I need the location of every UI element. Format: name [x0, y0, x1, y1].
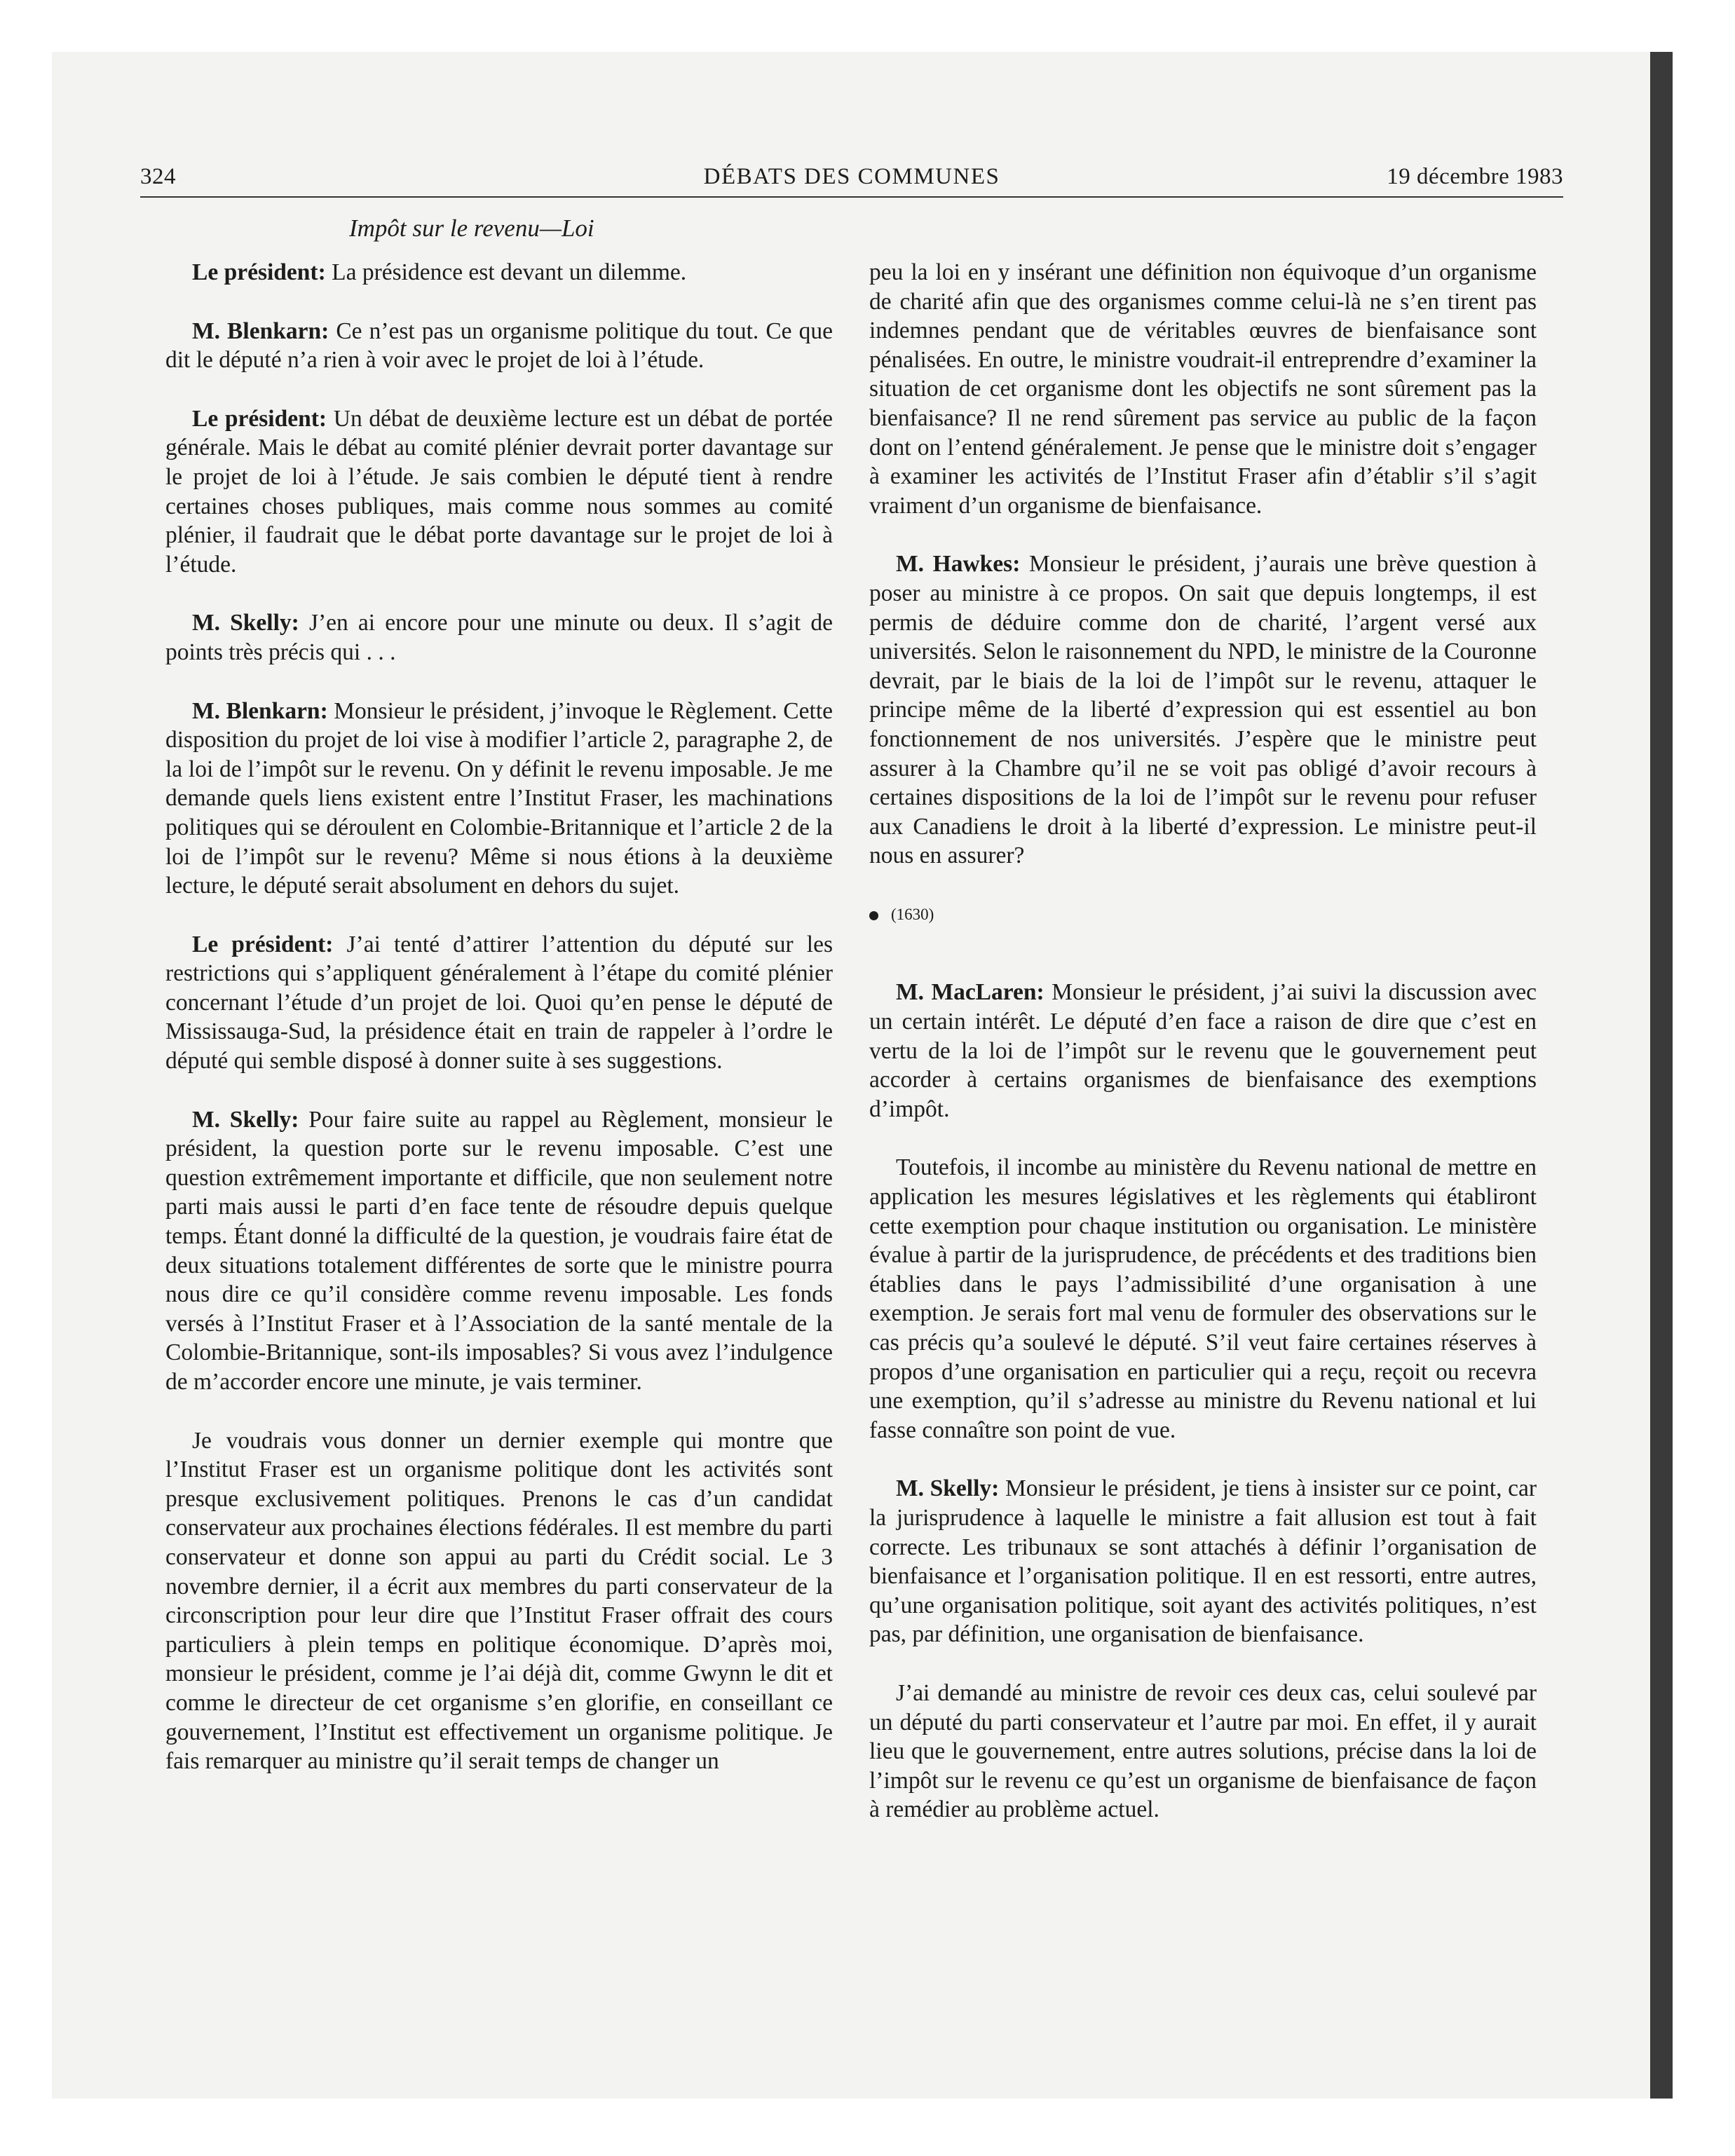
paragraph-text: Ce n’est pas un organisme politique du tout. Ce que dit le député n’a rien à voir avec le projet de loi à l’étude. — [165, 318, 833, 374]
paragraph — [165, 404, 833, 580]
paragraph — [165, 608, 833, 667]
page-number: 324 — [140, 164, 176, 189]
speaker-name: M. Hawkes: — [896, 551, 1021, 578]
speaker-name: Le président: — [192, 259, 326, 285]
paragraph — [869, 978, 1537, 1124]
speaker-name: M. Blenkarn: — [192, 318, 329, 344]
paragraph — [165, 930, 833, 1076]
paragraph-text: Pour faire suite au rappel au Règlement, monsieur le président, la question porte sur le revenu imposable. C’est une question extrêmement importante et difficile, que non seulement notre parti mais aussi le parti d’en face tente de résoudre depuis quelque temps. Étant donné la difficulté de la question, je voudrais faire état de deux situations totalement différentes de sorte que le ministre pourra nous dire ce qu’il considère comme revenu imposable. Les fonds versés à l’Institut Fraser et à l’Association de la santé mentale de la Colombie-Britannique, sont-ils imposables? Si vous avez l’indulgence de m’accorder encore une minute, je vais terminer. — [165, 1106, 833, 1395]
paragraph-text: Je voudrais vous donner un dernier exemple qui montre que l’Institut Fraser est un organisme politique dont les activités sont presque exclusivement politiques. Prenons le cas d’un candidat conservateur aux prochaines élections fédérales. Il est membre du parti conservateur et donne son appui au parti du Crédit social. Le 3 novembre dernier, il a écrit aux membres du parti conservateur de la circonscription pour leur dire que l’Institut Fraser offrait des cours particuliers à plein temps en politique économique. D’après moi, monsieur le président, comme je l’ai déjà dit, comme Gwynn le dit et comme le directeur de cet organisme s’en glorifie, en conseillant ce gouvernement, l’Institut est effectivement un organisme politique. Je fais remarquer au ministre qu’il serait temps de changer un — [165, 1427, 833, 1775]
paragraph-text: La présidence est devant un dilemme. — [325, 259, 687, 285]
paragraph-continued — [869, 258, 1537, 520]
speaker-name: Le président: — [192, 931, 334, 957]
page-date: 19 décembre 1983 — [1387, 164, 1563, 189]
speaker-name: M. Skelly: — [192, 610, 299, 636]
paragraph — [165, 258, 833, 287]
time-marker — [869, 900, 1537, 929]
paragraph — [869, 1679, 1537, 1824]
paragraph-text: peu la loi en y insérant une définition non équivoque d’un organisme de charité afin que des organismes comme celui-là ne s’en tirent pas indemnes pendant que de véritables œuvres de bienfaisance sont pénalisées. En outre, le ministre voudrait-il entreprendre d’examiner la situation de cet organisme dont les objectifs ne sont sûrement pas la bienfaisance? Il ne rend sûrement pas service au public de la façon dont on l’entend généralement. Je pense que le ministre doit s’engager à examiner les activités de l’Institut Fraser afin d’établir s’il s’agit vraiment d’un organisme de bienfaisance. — [869, 259, 1537, 519]
paragraph — [869, 1153, 1537, 1445]
paragraph — [165, 697, 833, 901]
right-column — [869, 258, 1537, 1854]
speaker-name: M. MacLaren: — [896, 979, 1045, 1006]
paragraph — [165, 1105, 833, 1397]
publication-title: DÉBATS DES COMMUNES — [703, 164, 1000, 189]
bullet-icon — [869, 911, 878, 920]
paragraph-text: Un débat de deuxième lecture est un débat de portée générale. Mais le débat au comité plénier devrait porter davantage sur le projet de loi à l’étude. Je sais combien le député tient à rendre certaines choses publiques, mais comme nous sommes au comité plénier, il faudrait que le débat porte davantage sur le projet de loi à l’étude. — [165, 405, 833, 578]
paragraph-text: J’en ai encore pour une minute ou deux. Il s’agit de points très précis qui . . . — [165, 610, 833, 665]
paragraph-text: Monsieur le président, j’invoque le Règlement. Cette disposition du projet de loi vise à modifier l’article 2, paragraphe 2, de la loi de l’impôt sur le revenu. On y définit le revenu imposable. Je me demande quels liens existent entre l’Institut Fraser, les machinations politiques qui se déroulent en Colombie-Britannique et l’article 2 de la loi de l’impôt sur le revenu? Même si nous étions à la deuxième lecture, le député serait absolument en dehors du sujet. — [165, 697, 834, 899]
scan-edge — [1650, 52, 1673, 2099]
paragraph — [165, 317, 833, 375]
speaker-name: Le président: — [192, 405, 327, 432]
header-rule — [140, 196, 1563, 198]
time-marker-text: (1630) — [891, 905, 934, 923]
paragraph — [165, 1426, 833, 1776]
paragraph-text: Toutefois, il incombe au ministère du Revenu national de mettre en application les mesures législatives et les règlements qui établiront cette exemption pour chaque institution ou organisation. Le ministère évalue à partir de la jurisprudence, de précédents et des traditions bien établies dans le pays l’admissibilité d’une organisation à une exemption. Je serais fort mal venu de formuler des observations sur le cas précis qu’a soulevé le député. S’il veut faire certaines réserves à propos d’une organisation en particulier qui a reçu, reçoit ou recevra une exemption, qu’il s’adresse au ministre du Revenu national et lui fasse connaître son point de vue. — [869, 1154, 1537, 1443]
speaker-name: M. Skelly: — [896, 1475, 1000, 1502]
speaker-name: M. Skelly: — [192, 1106, 299, 1133]
paragraph-text: Monsieur le président, j’aurais une brève question à poser au ministre à ce propos. On sait que depuis longtemps, il est permis de déduire comme don de charité, l’argent versé aux universités. Selon le raisonnement du NPD, le ministre de la Couronne devrait, par le biais de la loi de l’impôt sur le revenu, attaquer le principe même de la liberté d’expression qui est essentiel au bon fonctionnement de nos universités. J’espère que le ministre peut assurer à la Chambre qu’il ne se voit pas obligé d’avoir recours à certaines dispositions de la loi de l’impôt sur le revenu pour refuser aux Canadiens le droit à la liberté d’expression. Le ministre peut-il nous en assurer? — [869, 551, 1537, 869]
paragraph-text: J’ai demandé au ministre de revoir ces deux cas, celui soulevé par un député du parti conservateur et l’autre par moi. En effet, il y aurait lieu que le gouvernement, entre autres solutions, précise dans la loi de l’impôt sur le revenu ce qu’est un organisme de bienfaisance de façon à remédier au problème actuel. — [869, 1679, 1537, 1823]
page-header — [140, 160, 1563, 200]
paragraph-text: Monsieur le président, j’ai suivi la discussion avec un certain intérêt. Le député d’en face a raison de dire que c’est en vertu de la loi de l’impôt sur le revenu que le gouvernement peut accorder à certains organismes de bienfaisance des exemptions d’impôt. — [869, 979, 1537, 1122]
speaker-name: M. Blenkarn: — [192, 697, 328, 724]
paragraph-text: J’ai tenté d’attirer l’attention du député sur les restrictions qui s’appliquent généralement à l’étape du comité plénier concernant l’étude d’un projet de loi. Quoi qu’en pense le député de Mississauga-Sud, la présidence était en train de rappeler à l’ordre le député qui semble disposé à donner suite à ses suggestions. — [165, 931, 834, 1074]
paragraph-text: Monsieur le président, je tiens à insister sur ce point, car la jurisprudence à laquelle le ministre a fait allusion est tout à fait correcte. Les tribunaux se sont attachés à définir l’organisation de bienfaisance et l’organisation politique. Il en est ressorti, entre autres, qu’une organisation politique, soit ayant des activités politiques, n’est pas, par définition, une organisation de bienfaisance. — [869, 1475, 1537, 1648]
paragraph — [869, 550, 1537, 871]
section-subtitle: Impôt sur le revenu—Loi — [349, 214, 594, 242]
left-column — [165, 258, 833, 1806]
paragraph — [869, 1474, 1537, 1649]
